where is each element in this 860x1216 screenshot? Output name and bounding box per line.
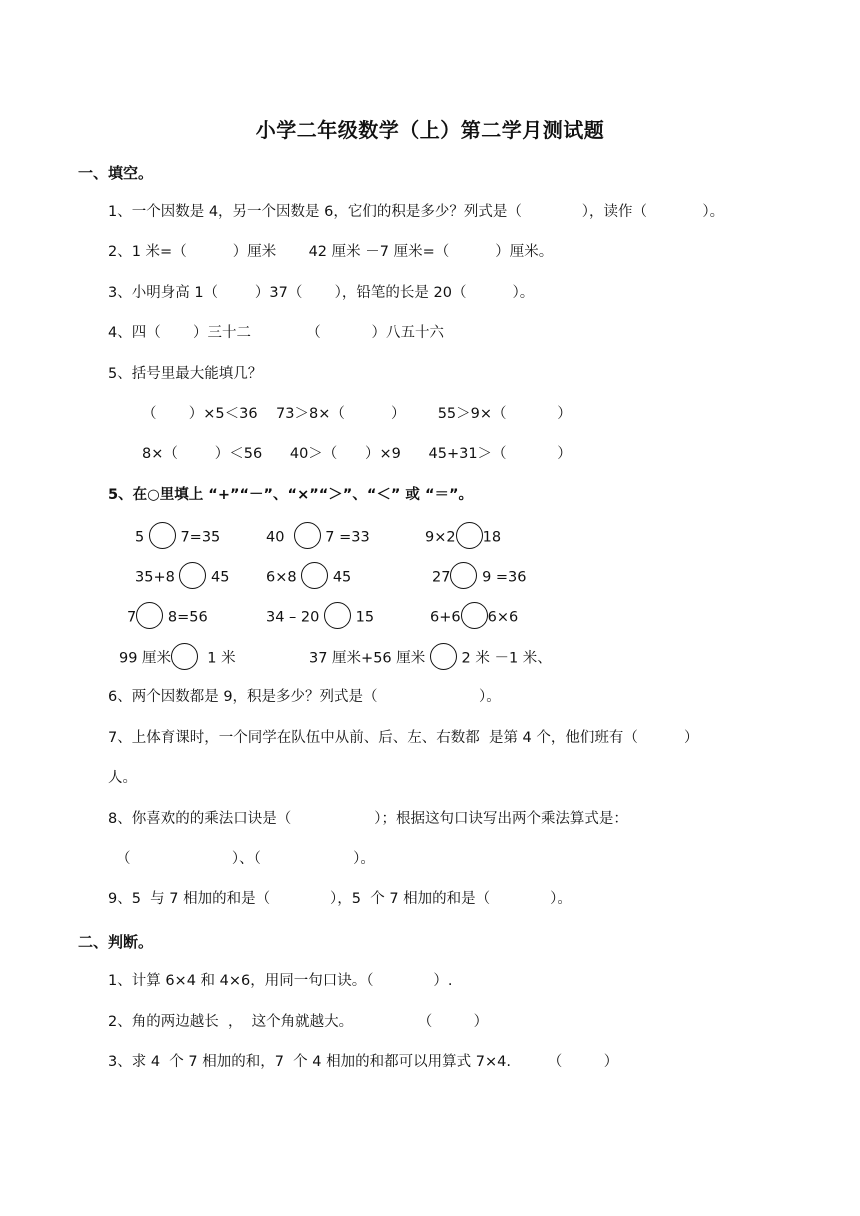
expr-text: 45	[332, 569, 352, 586]
answer-circle	[136, 602, 163, 629]
question-1-5b: 5、在○里填上 “+”“－”、“×”“＞”、“＜” 或 “＝”。	[108, 487, 474, 503]
expr-text: 1 米	[207, 650, 236, 667]
circle-row-3	[430, 606, 518, 629]
question-1-8-cont: （ ）、（ ）。	[116, 851, 375, 867]
question-2-3: 3、求 4 个 7 相加的和，7 个 4 相加的和都可以用算式 7×4. （ ）	[108, 1054, 619, 1070]
question-2-1: 1、计算 6×4 和 4×6，用同一句口诀。（ ）.	[108, 973, 453, 989]
question-1-7-cont: 人。	[108, 770, 137, 786]
page-title: 小学二年级数学（上）第二学月测试题	[255, 118, 605, 142]
question-1-5: 5、括号里最大能填几？	[108, 366, 263, 382]
expr-text: 99 厘米	[119, 650, 172, 667]
question-1-7: 7、上体育课时，一个同学在队伍中从前、后、左、右数都 是第 4 个，他们班有（ ）	[108, 730, 699, 746]
circle-row-3	[127, 606, 208, 629]
expr-text: 8=56	[167, 609, 208, 626]
expr-text: 7=35	[180, 529, 221, 546]
expr-text: 27	[432, 569, 451, 586]
answer-circle	[456, 522, 483, 549]
expr-text: 15	[355, 609, 375, 626]
expr-text: 6×8	[266, 569, 297, 586]
expr-text: 6×6	[487, 609, 519, 626]
section-heading-true-false: 二、判断。	[78, 933, 154, 951]
expr-text: 18	[482, 529, 502, 546]
circle-row-1	[135, 526, 220, 549]
circle-row-3	[266, 606, 374, 629]
section-heading-fill-in: 一、填空。	[78, 164, 154, 182]
question-1-8: 8、你喜欢的的乘法口诀是（ ）；根据这句口诀写出两个乘法算式是：	[108, 811, 628, 827]
answer-circle	[324, 602, 351, 629]
question-1-5-row-2: 8×（ ）＜56 40＞（ ）×9 45+31＞（ ）	[142, 446, 572, 462]
answer-circle	[430, 643, 457, 670]
answer-circle	[171, 643, 198, 670]
question-1-6: 6、两个因数都是 9，积是多少？列式是（ ）。	[108, 689, 501, 705]
question-2-2: 2、角的两边越长 ， 这个角就越大。 （ ）	[108, 1014, 489, 1030]
question-1-1: 1、一个因数是 4，另一个因数是 6，它们的积是多少？列式是（ ），读作（ ）。	[108, 204, 725, 220]
answer-circle	[450, 562, 477, 589]
answer-circle	[461, 602, 488, 629]
expr-text: 34 – 20	[266, 609, 320, 626]
expr-text: 45	[211, 569, 230, 586]
answer-circle	[179, 562, 206, 589]
question-1-4: 4、四（ ）三十二 （ ）八五十六	[108, 325, 444, 341]
circle-row-4	[119, 647, 236, 670]
question-1-9: 9、5 与 7 相加的和是（ ），5 个 7 相加的和是（ ）。	[108, 891, 572, 907]
question-1-2: 2、1 米=（ ）厘米 42 厘米 －7 厘米=（ ）厘米。	[108, 244, 554, 260]
question-1-5-row-1: （ ）×5＜36 73＞8×（ ） 55＞9×（ ）	[142, 406, 572, 422]
expr-text: 7 =33	[325, 529, 370, 546]
circle-row-4	[309, 647, 552, 670]
expr-text: 40	[266, 529, 285, 546]
answer-circle	[149, 522, 176, 549]
circle-row-2	[432, 566, 527, 589]
expr-text: 7	[127, 609, 137, 626]
expr-text: 37 厘米+56 厘米	[309, 650, 426, 667]
circle-row-2	[266, 566, 351, 589]
circle-row-1	[266, 526, 370, 549]
circle-row-2	[135, 566, 230, 589]
expr-text: 35+8	[135, 569, 175, 586]
answer-circle	[301, 562, 328, 589]
circle-row-1	[425, 526, 501, 549]
expr-text: 6+6	[430, 609, 461, 626]
expr-text: 5	[135, 529, 145, 546]
question-1-3: 3、小明身高 1（ ）37（ ），铅笔的长是 20（ ）。	[108, 285, 535, 301]
answer-circle	[294, 522, 321, 549]
expr-text: 9×2	[425, 529, 456, 546]
expr-text: 9 =36	[482, 569, 527, 586]
expr-text: 2 米 －1 米、	[461, 650, 552, 667]
